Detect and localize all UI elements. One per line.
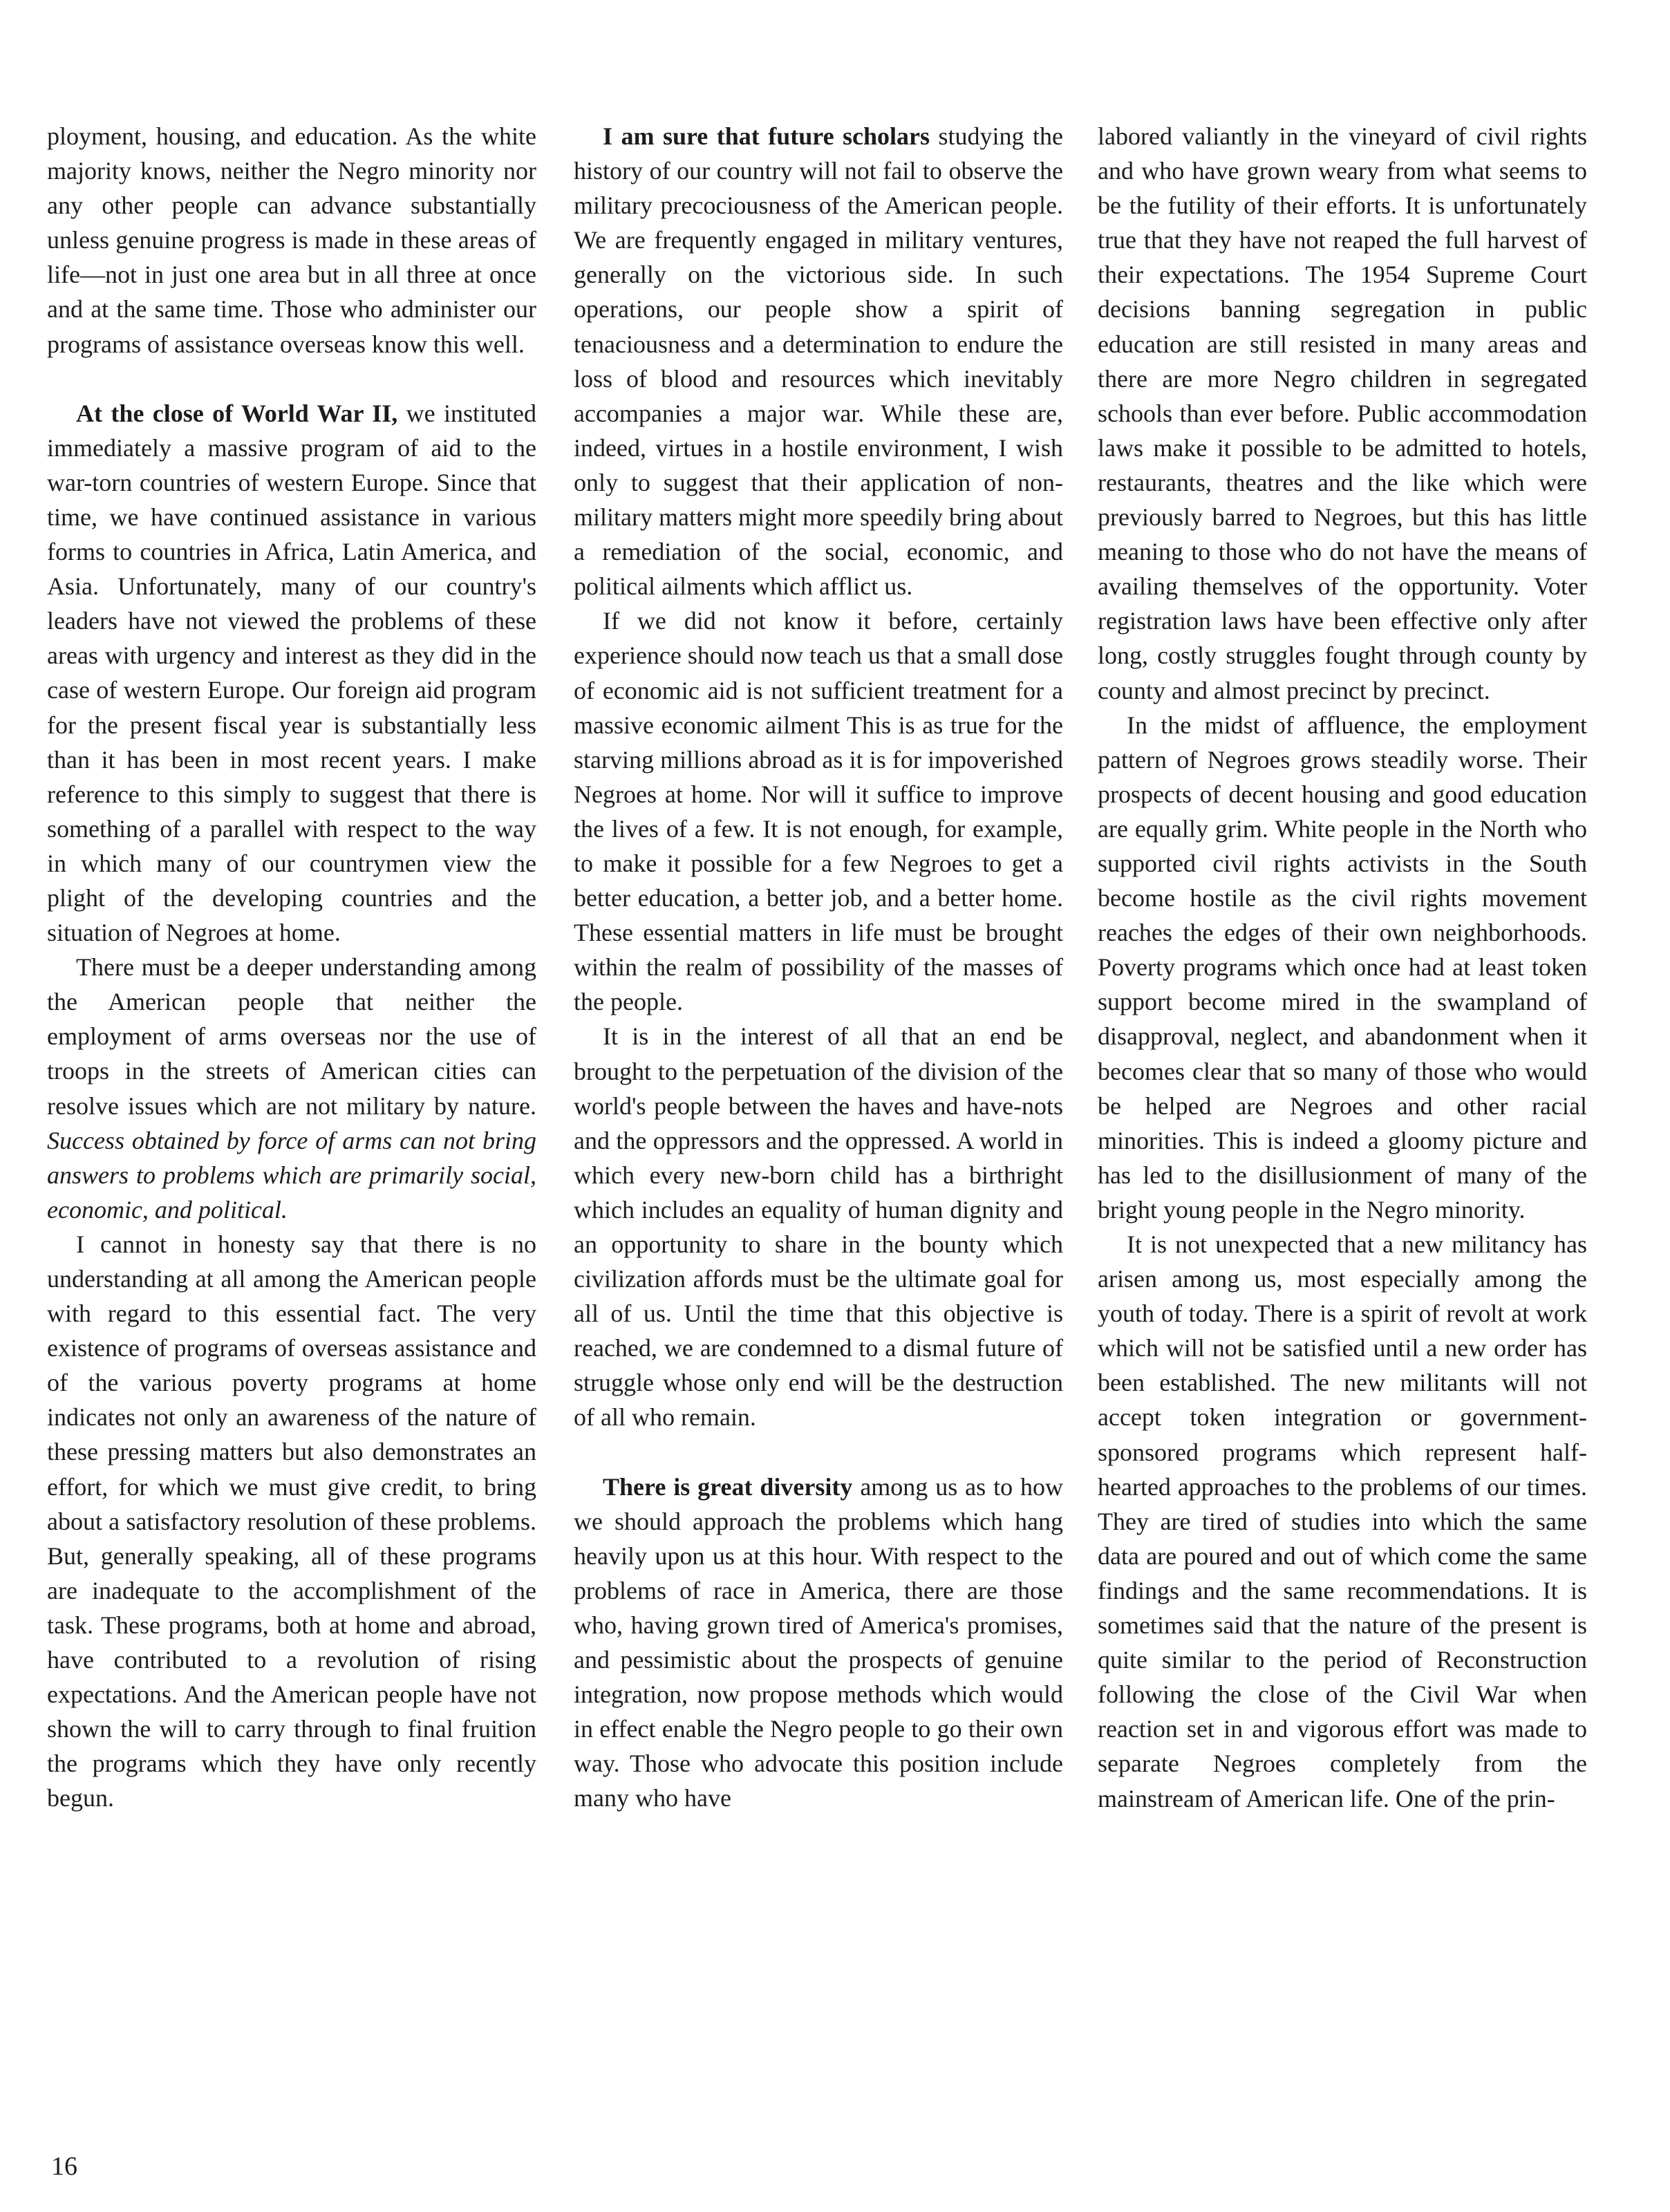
text-column-left: [47, 119, 536, 1816]
paragraph: [47, 1227, 536, 1816]
paragraph: [574, 1470, 1063, 1816]
paragraph: [574, 1019, 1063, 1434]
paragraph-text: There must be a deeper understanding among the American people that neither the employment of arms overseas nor the use of troops in the streets of American cities can resolve issues which are not military by nature.: [47, 953, 536, 1120]
paragraph-lead-in: I am sure that future scholars: [603, 122, 930, 150]
paragraph-text: studying the history of our country will not fail to observe the military precociousness of the American people. We are frequently engaged in military ventures, generally on the victorious side. In such operations, our people show a spirit of tenaciousness and a determination to endure the loss of blood and resources which inevitably accompanies a major war. While these are, indeed, virtues in a hostile environment, I wish only to suggest that their application of non-military matters might more speedily bring about a remediation of the social, economic, and political ailments which afflict us.: [574, 122, 1063, 601]
paragraph-text: It is not unexpected that a new militancy has arisen among us, most especially among the youth of today. There is a spirit of revolt at work which will not be satisfied until a new order has been established. The new militants will not accept token integration or government-sponsored programs which represent half-hearted approaches to the problems of our times. They are tired of studies into which the same data are poured and out of which come the same findings and the same recommendations. It is sometimes said that the nature of the present is quite similar to the period of Reconstruction following the close of the Civil War when reaction set in and vigorous effort was made to separate Negroes completely from the mainstream of American life. One of the prin-: [1098, 1230, 1587, 1812]
paragraph: [574, 603, 1063, 1019]
paragraph: [1098, 708, 1587, 1227]
paragraph-lead-in: There is great diversity: [603, 1472, 853, 1501]
text-column-right: [1098, 119, 1587, 1816]
text-column-middle: [574, 119, 1063, 1816]
paragraph-lead-in: At the close of World War II,: [76, 399, 398, 427]
paragraph-text: among us as to how we should approach the problems which hang heavily upon us at this hour. With respect to the problems of race in America, there are those who, having grown tired of America's promises, and pessimistic about the prospects of genuine integration, now propose methods which would in effect enable the Negro people to go their own way. Those who advocate this position include many who have: [574, 1472, 1063, 1812]
paragraph-text: labored valiantly in the vineyard of civil rights and who have grown weary from what seems to be the futility of their efforts. It is unfortunately true that they have not reaped the full harvest of their expectations. The 1954 Supreme Court decisions banning segregation in public education are still resisted in many areas and there are more Negro children in segregated schools than ever before. Public accommodation laws make it possible to be admitted to hotels, restaurants, theatres and the like which were previously barred to Negroes, but this has little meaning to those who do not have the means of availing themselves of the opportunity. Voter registration laws have been effective only after long, costly struggles fought through county by county and almost precinct by precinct.: [1098, 122, 1587, 704]
paragraph-text: If we did not know it before, certainly experience should now teach us that a small dose of economic aid is not sufficient treatment for a massive economic ailment This is as true for the starving millions abroad as it is for impoverished Negroes at home. Nor will it suffice to improve the lives of a few. It is not enough, for example, to make it possible for a few Negroes to get a better education, a better job, and a better home. These essential matters in life must be brought within the realm of possibility of the masses of the people.: [574, 607, 1063, 1016]
paragraph: [1098, 119, 1587, 708]
paragraph-text: we instituted immediately a massive program of aid to the war-torn countries of western Europe. Since that time, we have continued assistance in various forms to countries in Africa, Latin America, and Asia. Unfortunately, many of our country's leaders have not viewed the problems of these areas with urgency and interest as they did in the case of western Europe. Our foreign aid program for the present fiscal year is substantially less than it has been in most recent years. I make reference to this simply to suggest that there is something of a parallel with respect to the way in which many of our countrymen view the plight of the developing countries and the situation of Negroes at home.: [47, 399, 536, 947]
paragraph: [1098, 1227, 1587, 1816]
paragraph: [47, 950, 536, 1227]
paragraph-emphasis: Success obtained by force of arms can not bring answers to problems which are primarily social, economic, and political.: [47, 1126, 536, 1224]
paragraph-text: I cannot in honesty say that there is no understanding at all among the American people with regard to this essential fact. The very existence of programs of overseas assistance and of the various poverty programs at home indicates not only an awareness of the nature of these pressing matters but also demonstrates an effort, for which we must give credit, to bring about a satisfactory resolution of these problems. But, generally speaking, all of these programs are inadequate to the accomplishment of the task. These programs, both at home and abroad, have contributed to a revolution of rising expectations. And the American people have not shown the will to carry through to final fruition the programs which they have only recently begun.: [47, 1230, 536, 1812]
page-number: 16: [51, 2152, 77, 2181]
paragraph-text: It is in the interest of all that an end be brought to the perpetuation of the division of the world's people between the haves and have-nots and the oppressors and the oppressed. A world in which every new-born child has a birthright which includes an equality of human dignity and an opportunity to share in the bounty which civilization affords must be the ultimate goal for all of us. Until the time that this objective is reached, we are condemned to a dismal future of struggle whose only end will be the destruction of all who remain.: [574, 1022, 1063, 1432]
paragraph: [47, 396, 536, 950]
paragraph-text: ployment, housing, and education. As the white majority knows, neither the Negro minority nor any other people can advance substantially unless genuine progress is made in these areas of life—not in just one area but in all three at once and at the same time. Those who administer our programs of assistance overseas know this well.: [47, 122, 536, 358]
paragraph: [47, 119, 536, 362]
paragraph: [574, 119, 1063, 603]
paragraph-text: In the midst of affluence, the employment pattern of Negroes grows steadily worse. Their prospects of decent housing and good education are equally grim. White people in the North who supported civil rights activists in the South become hostile as the civil rights movement reaches the edges of their own neighborhoods. Poverty programs which once had at least token support become mired in the swampland of disapproval, neglect, and abandonment when it becomes clear that so many of those who would be helped are Negroes and other racial minorities. This is indeed a gloomy picture and has led to the disillusionment of many of the bright young people in the Negro minority.: [1098, 711, 1587, 1224]
